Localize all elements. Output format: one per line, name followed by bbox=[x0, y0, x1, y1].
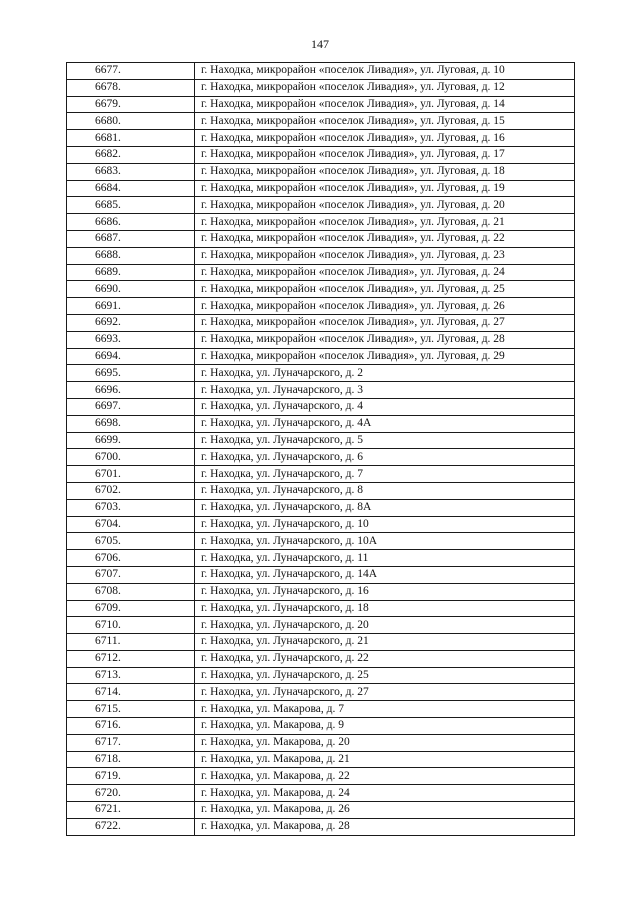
row-address: г. Находка, ул. Луначарского, д. 11 bbox=[195, 550, 575, 567]
row-address: г. Находка, ул. Макарова, д. 9 bbox=[195, 718, 575, 735]
row-number: 6682. bbox=[67, 146, 195, 163]
row-number: 6687. bbox=[67, 230, 195, 247]
row-address: г. Находка, ул. Макарова, д. 26 bbox=[195, 802, 575, 819]
row-number: 6690. bbox=[67, 281, 195, 298]
row-number: 6683. bbox=[67, 163, 195, 180]
address-table bbox=[66, 62, 575, 836]
table-row bbox=[67, 432, 575, 449]
row-address: г. Находка, ул. Макарова, д. 24 bbox=[195, 785, 575, 802]
table-row bbox=[67, 247, 575, 264]
table-row bbox=[67, 314, 575, 331]
table-row bbox=[67, 466, 575, 483]
row-number: 6692. bbox=[67, 314, 195, 331]
row-address: г. Находка, микрорайон «поселок Ливадия», ул. Луговая, д. 14 bbox=[195, 96, 575, 113]
row-number: 6695. bbox=[67, 365, 195, 382]
table-row bbox=[67, 382, 575, 399]
row-number: 6707. bbox=[67, 566, 195, 583]
row-address: г. Находка, микрорайон «поселок Ливадия», ул. Луговая, д. 27 bbox=[195, 314, 575, 331]
table-row bbox=[67, 701, 575, 718]
address-table-body bbox=[67, 63, 575, 836]
row-address: г. Находка, ул. Луначарского, д. 25 bbox=[195, 667, 575, 684]
row-address: г. Находка, микрорайон «поселок Ливадия», ул. Луговая, д. 20 bbox=[195, 197, 575, 214]
table-row bbox=[67, 63, 575, 80]
table-row bbox=[67, 650, 575, 667]
row-address: г. Находка, микрорайон «поселок Ливадия», ул. Луговая, д. 18 bbox=[195, 163, 575, 180]
row-address: г. Находка, ул. Луначарского, д. 6 bbox=[195, 449, 575, 466]
row-number: 6721. bbox=[67, 802, 195, 819]
table-row bbox=[67, 583, 575, 600]
row-address: г. Находка, ул. Луначарского, д. 16 bbox=[195, 583, 575, 600]
row-number: 6700. bbox=[67, 449, 195, 466]
table-row bbox=[67, 617, 575, 634]
row-address: г. Находка, микрорайон «поселок Ливадия», ул. Луговая, д. 17 bbox=[195, 146, 575, 163]
row-address: г. Находка, микрорайон «поселок Ливадия», ул. Луговая, д. 23 bbox=[195, 247, 575, 264]
row-address: г. Находка, микрорайон «поселок Ливадия», ул. Луговая, д. 26 bbox=[195, 298, 575, 315]
row-number: 6699. bbox=[67, 432, 195, 449]
table-row bbox=[67, 566, 575, 583]
row-address: г. Находка, ул. Макарова, д. 20 bbox=[195, 734, 575, 751]
row-address: г. Находка, микрорайон «поселок Ливадия», ул. Луговая, д. 29 bbox=[195, 348, 575, 365]
row-address: г. Находка, микрорайон «поселок Ливадия», ул. Луговая, д. 21 bbox=[195, 214, 575, 231]
row-address: г. Находка, ул. Макарова, д. 28 bbox=[195, 818, 575, 835]
table-row bbox=[67, 499, 575, 516]
table-row bbox=[67, 768, 575, 785]
table-row bbox=[67, 264, 575, 281]
row-number: 6696. bbox=[67, 382, 195, 399]
table-row bbox=[67, 684, 575, 701]
row-number: 6715. bbox=[67, 701, 195, 718]
table-row bbox=[67, 96, 575, 113]
table-row bbox=[67, 197, 575, 214]
row-number: 6686. bbox=[67, 214, 195, 231]
table-row bbox=[67, 533, 575, 550]
row-address: г. Находка, ул. Луначарского, д. 3 bbox=[195, 382, 575, 399]
row-address: г. Находка, ул. Луначарского, д. 14А bbox=[195, 566, 575, 583]
row-address: г. Находка, микрорайон «поселок Ливадия», ул. Луговая, д. 28 bbox=[195, 331, 575, 348]
row-number: 6713. bbox=[67, 667, 195, 684]
row-number: 6702. bbox=[67, 482, 195, 499]
table-row bbox=[67, 415, 575, 432]
table-row bbox=[67, 130, 575, 147]
row-address: г. Находка, ул. Луначарского, д. 22 bbox=[195, 650, 575, 667]
table-row bbox=[67, 600, 575, 617]
row-address: г. Находка, микрорайон «поселок Ливадия», ул. Луговая, д. 15 bbox=[195, 113, 575, 130]
row-address: г. Находка, микрорайон «поселок Ливадия», ул. Луговая, д. 16 bbox=[195, 130, 575, 147]
row-number: 6709. bbox=[67, 600, 195, 617]
row-number: 6680. bbox=[67, 113, 195, 130]
row-address: г. Находка, ул. Луначарского, д. 20 bbox=[195, 617, 575, 634]
row-number: 6708. bbox=[67, 583, 195, 600]
table-row bbox=[67, 365, 575, 382]
row-number: 6691. bbox=[67, 298, 195, 315]
page-number: 147 bbox=[311, 37, 329, 51]
row-number: 6678. bbox=[67, 79, 195, 96]
row-address: г. Находка, микрорайон «поселок Ливадия», ул. Луговая, д. 10 bbox=[195, 63, 575, 80]
row-number: 6681. bbox=[67, 130, 195, 147]
row-address: г. Находка, ул. Луначарского, д. 18 bbox=[195, 600, 575, 617]
table-row bbox=[67, 281, 575, 298]
table-row bbox=[67, 718, 575, 735]
row-address: г. Находка, ул. Луначарского, д. 5 bbox=[195, 432, 575, 449]
row-number: 6706. bbox=[67, 550, 195, 567]
row-number: 6718. bbox=[67, 751, 195, 768]
table-row bbox=[67, 146, 575, 163]
row-number: 6684. bbox=[67, 180, 195, 197]
row-address: г. Находка, ул. Макарова, д. 21 bbox=[195, 751, 575, 768]
row-address: г. Находка, ул. Луначарского, д. 27 bbox=[195, 684, 575, 701]
row-address: г. Находка, ул. Луначарского, д. 7 bbox=[195, 466, 575, 483]
table-row bbox=[67, 113, 575, 130]
table-row bbox=[67, 348, 575, 365]
row-number: 6703. bbox=[67, 499, 195, 516]
table-row bbox=[67, 818, 575, 835]
row-address: г. Находка, ул. Луначарского, д. 4 bbox=[195, 398, 575, 415]
row-address: г. Находка, ул. Макарова, д. 22 bbox=[195, 768, 575, 785]
row-number: 6688. bbox=[67, 247, 195, 264]
row-address: г. Находка, ул. Луначарского, д. 8А bbox=[195, 499, 575, 516]
table-row bbox=[67, 398, 575, 415]
row-number: 6693. bbox=[67, 331, 195, 348]
row-address: г. Находка, микрорайон «поселок Ливадия», ул. Луговая, д. 25 bbox=[195, 281, 575, 298]
table-row bbox=[67, 180, 575, 197]
row-address: г. Находка, ул. Луначарского, д. 8 bbox=[195, 482, 575, 499]
table-row bbox=[67, 634, 575, 651]
table-row bbox=[67, 516, 575, 533]
row-address: г. Находка, микрорайон «поселок Ливадия», ул. Луговая, д. 12 bbox=[195, 79, 575, 96]
row-number: 6716. bbox=[67, 718, 195, 735]
row-address: г. Находка, ул. Луначарского, д. 10 bbox=[195, 516, 575, 533]
table-row bbox=[67, 734, 575, 751]
table-row bbox=[67, 667, 575, 684]
row-number: 6712. bbox=[67, 650, 195, 667]
row-number: 6679. bbox=[67, 96, 195, 113]
table-row bbox=[67, 298, 575, 315]
row-number: 6704. bbox=[67, 516, 195, 533]
table-row bbox=[67, 331, 575, 348]
row-number: 6694. bbox=[67, 348, 195, 365]
row-number: 6698. bbox=[67, 415, 195, 432]
row-address: г. Находка, ул. Макарова, д. 7 bbox=[195, 701, 575, 718]
table-row bbox=[67, 751, 575, 768]
row-number: 6722. bbox=[67, 818, 195, 835]
row-number: 6705. bbox=[67, 533, 195, 550]
row-number: 6677. bbox=[67, 63, 195, 80]
table-row bbox=[67, 785, 575, 802]
row-address: г. Находка, ул. Луначарского, д. 10А bbox=[195, 533, 575, 550]
table-row bbox=[67, 550, 575, 567]
row-address: г. Находка, ул. Луначарского, д. 4А bbox=[195, 415, 575, 432]
row-address: г. Находка, микрорайон «поселок Ливадия», ул. Луговая, д. 22 bbox=[195, 230, 575, 247]
table-row bbox=[67, 163, 575, 180]
row-address: г. Находка, ул. Луначарского, д. 2 bbox=[195, 365, 575, 382]
table-row bbox=[67, 802, 575, 819]
row-address: г. Находка, микрорайон «поселок Ливадия», ул. Луговая, д. 24 bbox=[195, 264, 575, 281]
table-row bbox=[67, 482, 575, 499]
row-number: 6689. bbox=[67, 264, 195, 281]
table-row bbox=[67, 230, 575, 247]
row-number: 6697. bbox=[67, 398, 195, 415]
row-number: 6714. bbox=[67, 684, 195, 701]
row-address: г. Находка, микрорайон «поселок Ливадия», ул. Луговая, д. 19 bbox=[195, 180, 575, 197]
row-number: 6710. bbox=[67, 617, 195, 634]
table-row bbox=[67, 79, 575, 96]
row-address: г. Находка, ул. Луначарского, д. 21 bbox=[195, 634, 575, 651]
row-number: 6685. bbox=[67, 197, 195, 214]
row-number: 6711. bbox=[67, 634, 195, 651]
row-number: 6701. bbox=[67, 466, 195, 483]
row-number: 6719. bbox=[67, 768, 195, 785]
row-number: 6720. bbox=[67, 785, 195, 802]
table-row bbox=[67, 214, 575, 231]
row-number: 6717. bbox=[67, 734, 195, 751]
table-row bbox=[67, 449, 575, 466]
